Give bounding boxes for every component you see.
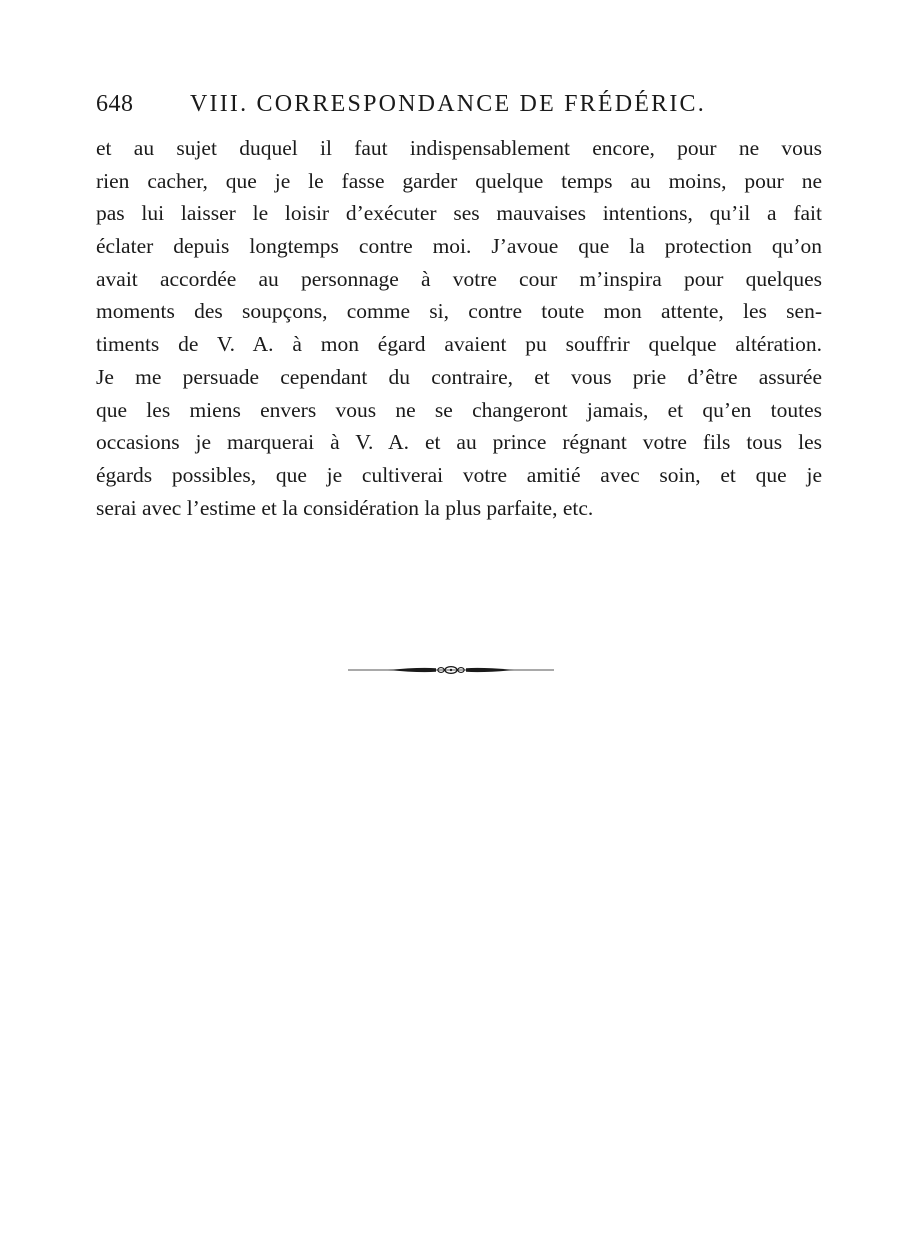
- text-line: serai avec l’estime et la considération la plus parfaite, etc.: [96, 495, 594, 520]
- running-head: [96, 86, 816, 122]
- text-line: éclater depuis longtemps contre moi. J’avoue que la protection qu’on: [96, 234, 822, 259]
- text-line: pas lui laisser le loisir d’exécuter ses mauvaises intentions, qu’il a fait: [96, 201, 822, 226]
- text-line: timents de V. A. à mon égard avaient pu souffrir quelque altération.: [96, 332, 822, 357]
- running-title: VIII. CORRESPONDANCE DE FRÉDÉRIC.: [190, 91, 706, 117]
- text-line: occasions je marquerai à V. A. et au prince régnant votre fils tous les: [96, 430, 822, 455]
- text-line: Je me persuade cependant du contraire, et vous prie d’être assurée: [96, 364, 822, 389]
- tailpiece-ornament-icon: [348, 662, 554, 678]
- letter-body: [96, 132, 822, 524]
- text-line: et au sujet duquel il faut indispensablement encore, pour ne vous: [96, 136, 822, 160]
- text-line: avait accordée au personnage à votre cour m’inspira pour quelques: [96, 266, 822, 291]
- page-number: 648: [96, 91, 134, 117]
- text-line: égards possibles, que je cultiverai votre amitié avec soin, et que je: [96, 462, 822, 487]
- text-line: rien cacher, que je le fasse garder quelque temps au moins, pour ne: [96, 168, 822, 193]
- text-line: que les miens envers vous ne se changeront jamais, et qu’en toutes: [96, 397, 822, 422]
- text-line: moments des soupçons, comme si, contre toute mon attente, les sen-: [96, 299, 822, 324]
